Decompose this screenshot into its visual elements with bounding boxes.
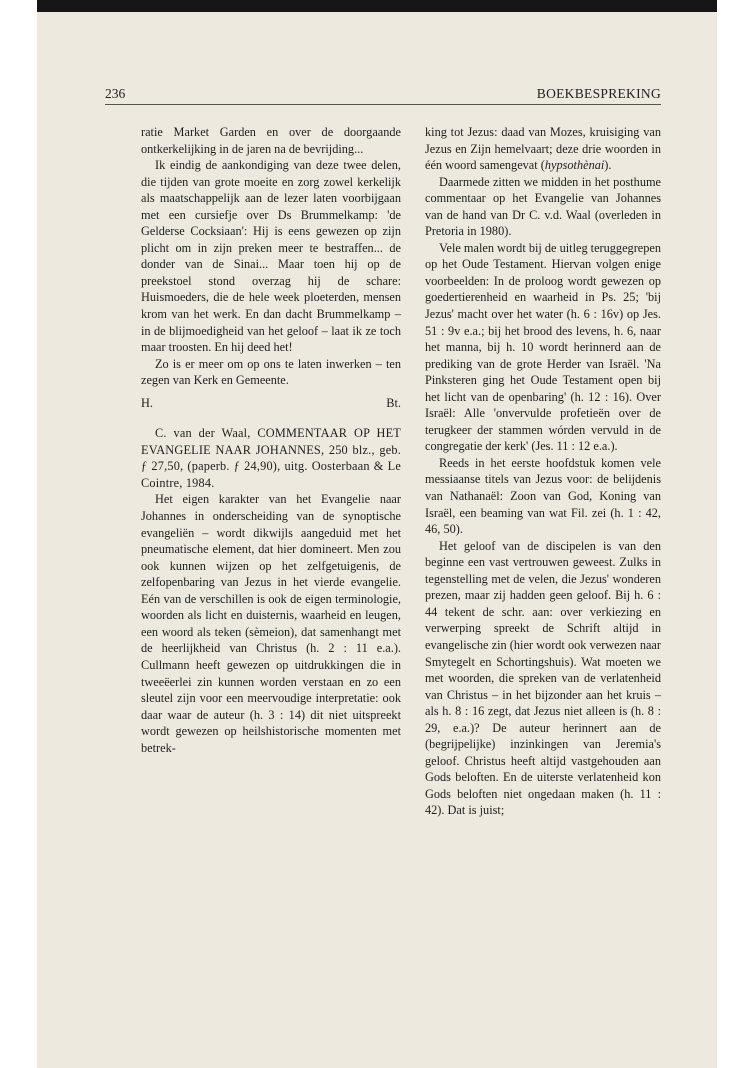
paragraph-text: king tot Jezus: daad van Mozes, kruisiging van Jezus en Zijn hemelvaart; deze drie woorden in één woord samengevat (	[425, 125, 661, 173]
signature-initial-right: Bt.	[386, 395, 401, 410]
greek-term: hypsothènai	[544, 158, 605, 173]
review-signature	[141, 395, 401, 412]
paragraph: Daarmede zitten we midden in het posthume commentaar op het Evangelie van Johannes van de hand van Dr C. v.d. Waal (overleden in Pretoria in 1980).	[425, 174, 661, 239]
scan-top-edge	[37, 0, 717, 12]
right-column	[425, 124, 661, 819]
paragraph: Het geloof van de discipelen is van den beginne een vast vertrouwen geweest. Zulks in tegenstelling met de velen, die Jezus' wonderen prezen, maar zij hadden geen geloof. Bij h. 6 : 44 tekent de schr. aan: over verkiezing en verwerping spreekt de Schrift altijd in evangelische zin (hier wordt ook verwezen naar Smytegelt en Schortingshuis). Wat moeten we met woorden, die spreken van de verlatenheid van Christus – in het bijzonder aan het kruis – als h. 8 : 16 zegt, dat Jezus niet alleen is (h. 8 : 29, e.a.)? De auteur herinnert aan de (begrijpelijke) inzinkingen van Jeremia's geloof. Christus heeft altijd vastgehouden aan Gods beloften. En de uiterste verlatenheid kon Gods beloften niet ongedaan maken (h. 11 : 42). Dat is juist;	[425, 538, 661, 818]
book-citation: C. van der Waal, COMMENTAAR OP HET EVANGELIE NAAR JOHANNES, 250 blz., geb. ƒ 27,50, (paperb. ƒ 24,90), uitg. Oosterbaan & Le Cointre, 1984.	[141, 426, 401, 490]
paragraph: Vele malen wordt bij de uitleg teruggegrepen op het Oude Testament. Hiervan volgen enige voorbeelden: In de proloog wordt gewezen op goedertierenheid en waarheid in Ps. 25; 'bij Jezus' macht over het water (h. 6 : 16v) op Jes. 51 : 9v e.a.; bij het brood des levens, h. 6, naar het manna, bij h. 10 wordt herinnerd aan de prediking van de grote Herder van Israël. 'Na Pinksteren ging het Oude Testament open bij het licht van de openbaring' (h. 12 : 16). Over Israël: Alle 'onvervulde profetieën over de terugkeer der stammen wórden vervuld in de congregatie der kerk' (Jes. 11 : 12 e.a.).	[425, 240, 661, 454]
paragraph: Zo is er meer om op ons te laten inwerken – ten zegen van Kerk en Gemeente.	[141, 356, 401, 388]
paragraph: Ik eindig de aankondiging van deze twee delen, die tijden van grote moeite en zorg zowel kerkelijk als maatschappelijk aan de lezer laten voorbijgaan met een cursiefje over Ds Brummelkamp: 'de Gelderse Cocksiaan': Hij is eens gewezen op zijn plicht om in zijn preken meer te bestraffen... de donder van de Sinai... Maar toen hij op de preekstoel stond overzag hij de schare: Huismoeders, die de hele week ploeterden, mensen krom van het werk. En dan dacht Brummelkamp – in de blijmoedigheid van het geloof – laat ik ze toch maar troosten. En hij deed het!	[141, 158, 401, 355]
paragraph: ratie Market Garden en over de doorgaande ontkerkelijking in de jaren na de bevrijding...	[141, 125, 401, 156]
running-header	[105, 86, 661, 105]
running-title: BOEKBESPREKING	[536, 86, 661, 101]
page-number: 236	[105, 86, 126, 101]
paragraph: Het eigen karakter van het Evangelie naar Johannes in onderscheiding van de synoptische evangeliën – wordt dikwijls aangeduid met het pneumatische element, dat hier domineert. Men zou ook kunnen wijzen op het zelfgetuigenis, de zelfopenbaring van Jezus in het vierde evangelie. Eén van de verschillen is ook de eigen terminologie, woorden als licht en duisternis, waarheid en leugen, een woord als teken (sèmeion), dat samenhangt met de heerlijkheid van Christus (h. 2 : 11 e.a.). Cullmann heeft gewezen op uitdrukkingen die in tweeëerlei zin kunnen worden verstaan en zo een sleutel zijn voor een meervoudige interpretatie: ook daar waar de auteur (h. 3 : 14) dit niet uitspreekt wordt gewezen op heilshistorische momenten met betrek-	[141, 492, 401, 755]
paragraph-text: ).	[604, 158, 612, 173]
signature-initial-left: H.	[141, 395, 153, 410]
left-column	[141, 124, 401, 756]
paragraph: Reeds in het eerste hoofdstuk komen vele messiaanse titels van Jezus voor: de belijdenis van Nathanaël: Zoon van God, Koning van Israël, een beaming van wat Fil. zei (h. 1 : 42, 46, 50).	[425, 455, 661, 537]
paragraph	[425, 124, 661, 174]
